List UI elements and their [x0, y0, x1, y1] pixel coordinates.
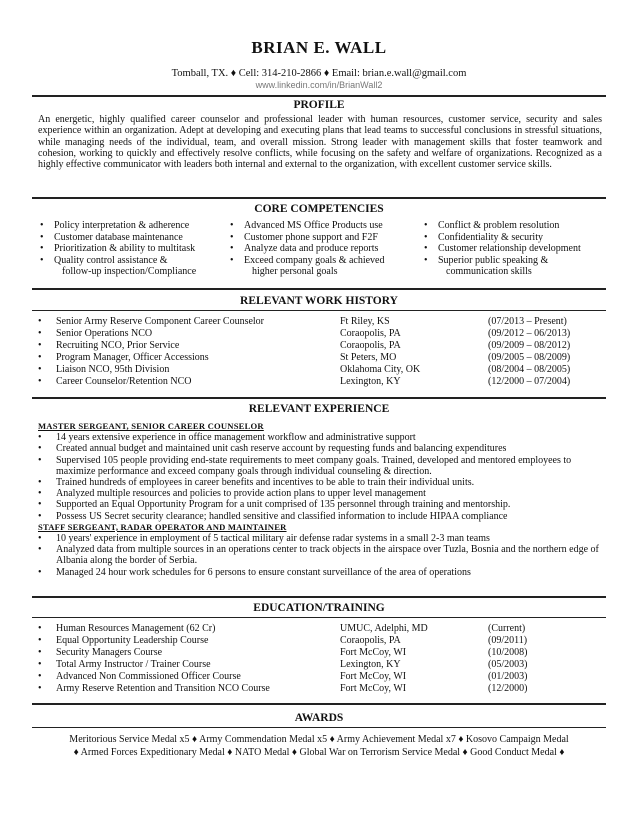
- list-item: • Analyze data and produce reports: [230, 243, 379, 255]
- list-item: • Customer phone support and F2F: [230, 231, 378, 243]
- bullet-icon: •: [38, 328, 42, 339]
- candidate-name: BRIAN E. WALL: [251, 38, 387, 57]
- course-date: (01/2003): [488, 671, 528, 682]
- job-role: Career Counselor/Retention NCO: [56, 376, 192, 387]
- competencies-title: CORE COMPETENCIES: [254, 203, 384, 215]
- job-role: Recruiting NCO, Prior Service: [56, 340, 180, 351]
- job-role: Senior Army Reserve Component Career Counselor: [56, 316, 265, 327]
- list-item: • Trained hundreds of employees in career benefits and incentives to be able to train their individual units.: [38, 477, 475, 489]
- course-location: Fort McCoy, WI: [340, 671, 407, 682]
- divider: [32, 310, 606, 311]
- course-location: Fort McCoy, WI: [340, 683, 407, 694]
- list-item: • Supervised 105 people providing end-state requirements to meet company goals. Trained, developed and mentored employees to maximize performance and exceed company goals through individual counseling & direction.: [38, 454, 572, 477]
- table-row: [38, 683, 608, 695]
- course-date: (09/2011): [488, 635, 528, 646]
- bullet-icon: •: [230, 243, 234, 255]
- job-dates: (09/2009 – 08/2012): [488, 340, 571, 351]
- list-item: • 14 years extensive experience in office management workflow and administrative support: [38, 432, 416, 444]
- divider: [32, 703, 606, 705]
- bullet-icon: •: [38, 566, 42, 578]
- job-dates: (09/2012 – 06/2013): [488, 328, 571, 339]
- table-row: [38, 352, 608, 364]
- bullet-icon: •: [40, 254, 44, 266]
- table-row: [38, 623, 608, 635]
- job-dates: (12/2000 – 07/2004): [488, 376, 571, 387]
- job-location: Coraopolis, PA: [340, 340, 401, 351]
- list-item: • Advanced MS Office Products use: [230, 220, 383, 231]
- list-item: • Conflict & problem resolution: [424, 220, 560, 231]
- profile-title: PROFILE: [293, 99, 345, 111]
- job-dates: (08/2004 – 08/2005): [488, 364, 571, 375]
- list-item: • 10 years' experience in employment of 5 tactical military air defense radar systems in a small 2-3 man teams: [38, 533, 490, 545]
- list-item: • Confidentiality & security: [424, 231, 543, 243]
- list-item-continuation: higher personal goals: [252, 266, 338, 278]
- bullet-icon: •: [38, 499, 42, 511]
- bullet-icon: •: [230, 254, 234, 266]
- bullet-icon: •: [424, 220, 428, 231]
- awards-line-2: ♦ Armed Forces Expeditionary Medal ♦ NATO Medal ♦ Global War on Terrorism Service Medal ♦ Good Conduct Medal ♦: [73, 747, 565, 758]
- bullet-icon: •: [38, 659, 42, 670]
- job-role: Liaison NCO, 95th Division: [56, 364, 170, 375]
- divider: [32, 727, 606, 728]
- bullet-icon: •: [38, 376, 42, 387]
- competencies-column-3: [424, 220, 614, 278]
- contact-line: Tomball, TX. ♦ Cell: 314-210-2866 ♦ Email: brian.e.wall@gmail.com: [171, 68, 467, 79]
- job-role: Program Manager, Officer Accessions: [56, 352, 209, 363]
- list-item: • Prioritization & ability to multitask: [40, 243, 196, 255]
- course-location: Lexington, KY: [340, 659, 401, 670]
- job-location: Coraopolis, PA: [340, 328, 401, 339]
- bullet-icon: •: [38, 364, 42, 375]
- list-item: • Superior public speaking &: [424, 254, 549, 266]
- list-item-continuation: follow-up inspection/Compliance: [62, 266, 197, 278]
- bullet-icon: •: [38, 533, 42, 545]
- job-title: STAFF SERGEANT, RADAR OPERATOR AND MAINTAINER: [38, 521, 287, 532]
- education-title: EDUCATION/TRAINING: [253, 602, 385, 614]
- list-item: • Quality control assistance &: [40, 254, 168, 266]
- job-location: Lexington, KY: [340, 376, 401, 387]
- divider: [32, 288, 606, 290]
- bullet-icon: •: [424, 231, 428, 243]
- job-role: Senior Operations NCO: [56, 328, 153, 339]
- awards-line-1: Meritorious Service Medal x5 ♦ Army Commendation Medal x5 ♦ Army Achievement Medal x7 ♦ Kosovo Campaign Medal: [69, 734, 569, 745]
- competencies-column-2: [230, 220, 420, 278]
- table-row: [38, 316, 608, 328]
- divider: [32, 197, 606, 199]
- list-item: • Possess US Secret security clearance; handled sensitive and classified information to include HIPAA compliance: [38, 510, 508, 522]
- divider: [32, 397, 606, 399]
- bullet-icon: •: [230, 220, 234, 231]
- profile-text: An energetic, highly qualified career counselor and professional leader with human resources, customer service, security and sales experience within an organization. Adept at developing and executing plans that lead teams to successful conclusions in stressful situations, while managing needs of the individual, team, and overall mission. Strong leader with management skills that foster teamwork and cohesion, working to quickly and effectively resolve conflicts, while focusing on the safety and welfare of organizations. Recognized as a highly effective communicator with leaders both internal and external to the organization, with excellent customer service skills.: [38, 114, 602, 171]
- course-location: Fort McCoy, WI: [340, 647, 407, 658]
- bullet-icon: •: [40, 231, 44, 243]
- bullet-icon: •: [38, 635, 42, 646]
- course-location: Coraopolis, PA: [340, 635, 401, 646]
- bullet-icon: •: [38, 443, 42, 455]
- bullet-icon: •: [38, 316, 42, 327]
- table-row: [38, 376, 608, 388]
- work-history-title: RELEVANT WORK HISTORY: [240, 295, 398, 307]
- experience-title: RELEVANT EXPERIENCE: [248, 403, 390, 415]
- job-title: MASTER SERGEANT, SENIOR CAREER COUNSELOR: [38, 421, 264, 431]
- bullet-icon: •: [38, 544, 42, 556]
- list-item: • Customer database maintenance: [40, 231, 183, 243]
- course-date: (12/2000): [488, 683, 528, 694]
- job-location: St Peters, MO: [340, 352, 397, 363]
- table-row: [38, 659, 608, 671]
- bullet-icon: •: [38, 454, 42, 466]
- bullet-icon: •: [38, 647, 42, 658]
- list-item: • Exceed company goals & achieved: [230, 254, 385, 266]
- awards-title: AWARDS: [294, 712, 344, 724]
- course-date: (10/2008): [488, 647, 528, 658]
- course-date: (Current): [488, 623, 526, 634]
- job-dates: (07/2013 – Present): [488, 316, 567, 327]
- job-dates: (09/2005 – 08/2009): [488, 352, 571, 363]
- list-item-continuation: communication skills: [446, 266, 532, 278]
- bullet-icon: •: [38, 683, 42, 694]
- list-item: • Supported an Equal Opportunity Program for a unit comprised of 135 personnel through training and mentorship.: [38, 499, 511, 511]
- course-name: Total Army Instructor / Trainer Course: [56, 659, 211, 670]
- list-item: • Policy interpretation & adherence: [40, 220, 190, 231]
- divider: [32, 95, 606, 97]
- course-name: Human Resources Management (62 Cr): [56, 623, 216, 634]
- table-row: [38, 671, 608, 683]
- bullet-icon: •: [38, 510, 42, 522]
- table-row: [38, 340, 608, 352]
- bullet-icon: •: [38, 340, 42, 351]
- table-row: [38, 635, 608, 647]
- list-item: • Managed 24 hour work schedules for 6 persons to ensure constant surveillance of the area of operations: [38, 566, 471, 578]
- bullet-icon: •: [38, 671, 42, 682]
- divider: [32, 596, 606, 598]
- competencies-column-1: [40, 220, 230, 278]
- course-name: Army Reserve Retention and Transition NCO Course: [56, 683, 270, 694]
- divider: [32, 617, 606, 618]
- bullet-icon: •: [38, 488, 42, 500]
- course-location: UMUC, Adelphi, MD: [340, 623, 428, 634]
- bullet-icon: •: [40, 220, 44, 231]
- bullet-icon: •: [38, 477, 42, 489]
- course-name: Security Managers Course: [56, 647, 163, 658]
- job-location: Ft Riley, KS: [340, 316, 390, 327]
- table-row: [38, 647, 608, 659]
- list-item: • Analyzed multiple resources and policies to provide action plans to upper level management: [38, 488, 426, 500]
- course-date: (05/2003): [488, 659, 528, 670]
- bullet-icon: •: [38, 432, 42, 444]
- bullet-icon: •: [424, 254, 428, 266]
- bullet-icon: •: [230, 231, 234, 243]
- course-name: Advanced Non Commissioned Officer Course: [56, 671, 241, 682]
- bullet-icon: •: [38, 352, 42, 363]
- linkedin-url: www.linkedin.com/in/BrianWall2: [255, 80, 383, 90]
- bullet-icon: •: [38, 623, 42, 634]
- job-location: Oklahoma City, OK: [340, 364, 421, 375]
- bullet-icon: •: [40, 243, 44, 255]
- table-row: [38, 328, 608, 340]
- bullet-icon: •: [424, 243, 428, 255]
- list-item: • Customer relationship development: [424, 243, 581, 255]
- experience-list: [38, 421, 604, 578]
- list-item: • Created annual budget and maintained unit cash reserve account by requesting funds and balancing expenditures: [38, 443, 507, 455]
- table-row: [38, 364, 608, 376]
- course-name: Equal Opportunity Leadership Course: [56, 635, 209, 646]
- list-item: • Analyzed data from multiple sources in an operations center to track objects in the airspace over Tuzla, Bosnia and the northern edge of Albania along the border of Serbia.: [38, 544, 599, 567]
